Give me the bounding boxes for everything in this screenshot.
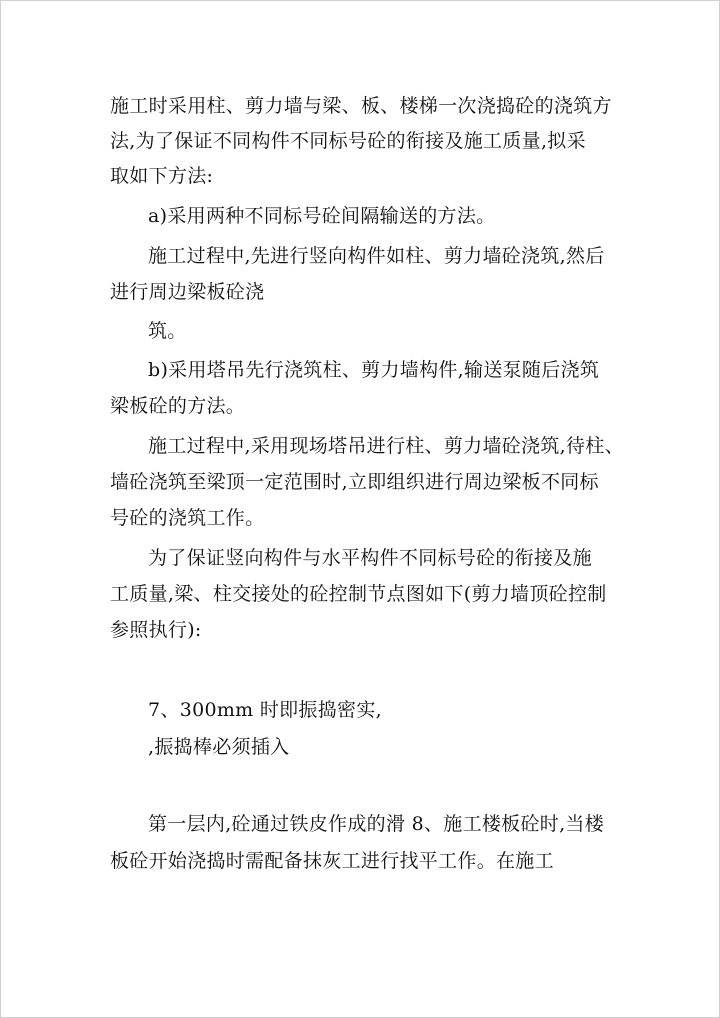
text-line: 取如下方法: [110,165,214,187]
text-line: 工质量,梁、柱交接处的砼控制节点图如下(剪力墙顶砼控制 [110,583,607,605]
text-line: 板砼开始浇捣时需配备抹灰工进行找平工作。在施工 [110,850,554,872]
text-line: 施工过程中,先进行竖向构件如柱、剪力墙砼浇筑,然后 [148,245,605,267]
text-line: 7、300mm 时即振捣密实, [148,699,382,721]
text-line: 梁板砼的方法。 [110,395,246,417]
text-line: b)采用塔吊先行浇筑柱、剪力墙构件,输送泵随后浇筑 [148,359,600,381]
text-line: 第一层内,砼通过铁皮作成的滑 8、施工楼板砼时,当楼 [148,813,605,835]
text-line: 施工过程中,采用现场塔吊进行柱、剪力墙砼浇筑,待柱、 [148,435,624,457]
text-line: a)采用两种不同标号砼间隔输送的方法。 [148,205,496,227]
text-line: 进行周边梁板砼浇 [110,281,265,303]
text-line: 参照执行): [110,619,202,641]
text-line: 筑。 [148,320,187,342]
text-line: 号砼的浇筑工作。 [110,507,265,529]
text-line: ,振捣棒必须插入 [148,736,290,758]
text-line: 法,为了保证不同构件不同标号砼的衔接及施工质量,拟采 [110,130,586,152]
text-line: 施工时采用柱、剪力墙与梁、板、楼梯一次浇捣砼的浇筑方 [110,95,612,117]
text-line: 为了保证竖向构件与水平构件不同标号砼的衔接及施 [148,547,592,569]
text-line: 墙砼浇筑至梁顶一定范围时,立即组织进行周边梁板不同标 [110,471,599,493]
